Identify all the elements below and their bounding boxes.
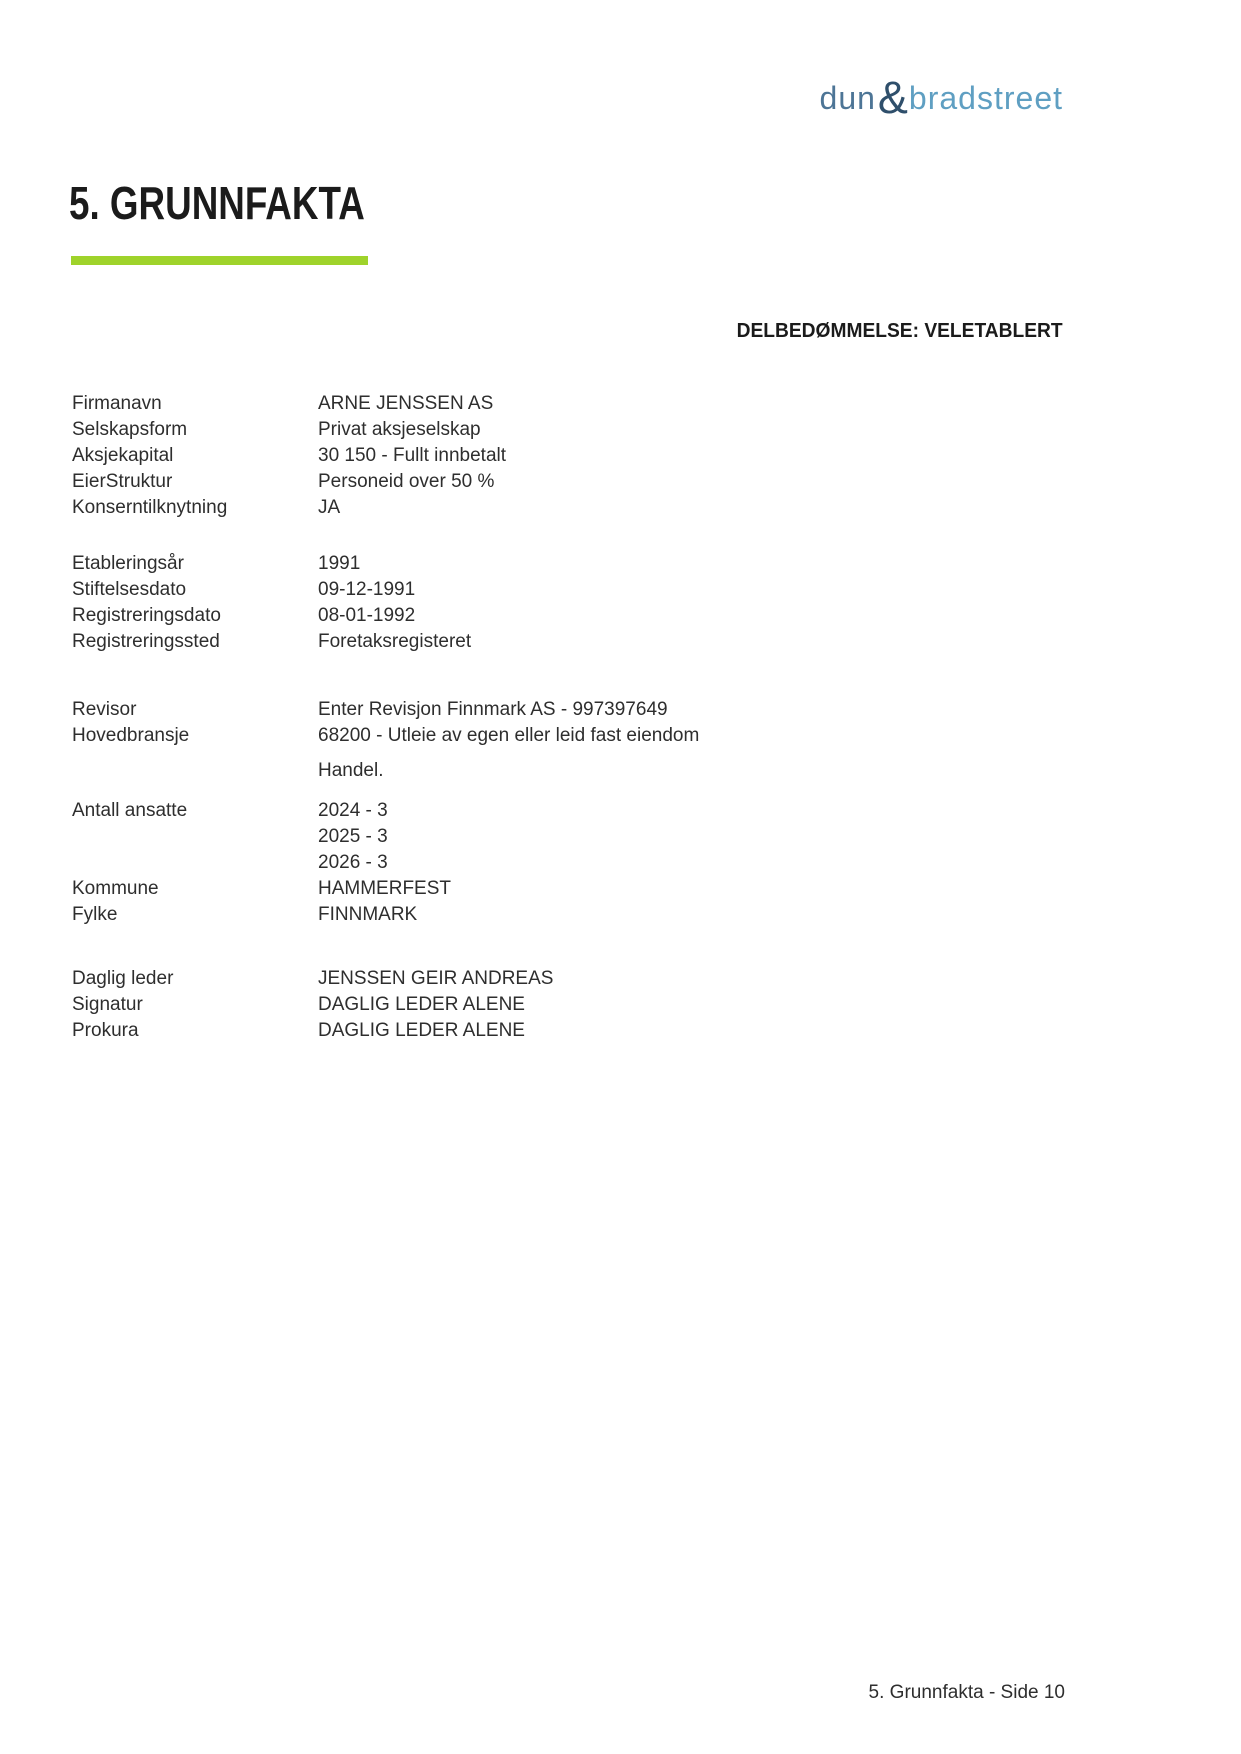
fact-row bbox=[72, 469, 1072, 495]
fact-row bbox=[72, 697, 1072, 723]
fact-label bbox=[72, 850, 318, 876]
fact-value: FINNMARK bbox=[318, 904, 418, 925]
fact-row bbox=[72, 723, 1072, 749]
fact-label: Registreringssted bbox=[72, 631, 220, 652]
fact-label: Daglig leder bbox=[72, 968, 174, 989]
fact-row bbox=[72, 824, 1072, 850]
fact-row bbox=[72, 992, 1072, 1018]
fact-row bbox=[72, 629, 1072, 655]
fact-value: HAMMERFEST bbox=[318, 878, 451, 899]
fact-value: ARNE JENSSEN AS bbox=[318, 393, 494, 414]
fact-value: Privat aksjeselskap bbox=[318, 419, 481, 440]
fact-value: 2024 - 3 bbox=[318, 800, 388, 821]
fact-block-registration bbox=[72, 551, 1072, 655]
fact-label bbox=[72, 824, 318, 850]
fact-row bbox=[72, 850, 1072, 876]
fact-value: Foretaksregisteret bbox=[318, 631, 472, 652]
fact-value: JENSSEN GEIR ANDREAS bbox=[318, 968, 554, 989]
fact-label: Prokura bbox=[72, 1020, 139, 1041]
fact-block-business bbox=[72, 697, 1072, 784]
fact-row bbox=[72, 798, 1072, 824]
fact-label: Signatur bbox=[72, 994, 143, 1015]
fact-label: Antall ansatte bbox=[72, 800, 188, 821]
fact-row bbox=[72, 577, 1072, 603]
fact-block-employees-location bbox=[72, 798, 1072, 928]
fact-row bbox=[72, 1018, 1072, 1044]
fact-row bbox=[72, 902, 1072, 928]
fact-label bbox=[72, 758, 318, 784]
fact-value: 68200 - Utleie av egen eller leid fast eiendom bbox=[318, 725, 700, 746]
fact-value: 1991 bbox=[318, 553, 361, 574]
fact-label: Kommune bbox=[72, 878, 159, 899]
fact-label: Etableringsår bbox=[72, 553, 184, 574]
page-title: 5. GRUNNFAKTA bbox=[69, 177, 365, 229]
fact-value: 2025 - 3 bbox=[318, 826, 388, 847]
fact-label: Firmanavn bbox=[72, 393, 162, 414]
fact-value: Personeid over 50 % bbox=[318, 471, 495, 492]
fact-label: Selskapsform bbox=[72, 419, 188, 440]
fact-label: Hovedbransje bbox=[72, 725, 190, 746]
fact-row bbox=[72, 443, 1072, 469]
fact-value: 2026 - 3 bbox=[318, 852, 388, 873]
fact-label: Revisor bbox=[72, 699, 137, 720]
title-accent-bar bbox=[71, 256, 368, 265]
fact-value: Handel. bbox=[318, 760, 384, 781]
fact-block-management bbox=[72, 966, 1072, 1044]
fact-label: Fylke bbox=[72, 904, 118, 925]
fact-label: Konserntilknytning bbox=[72, 497, 228, 518]
fact-row bbox=[72, 551, 1072, 577]
fact-label: Aksjekapital bbox=[72, 445, 174, 466]
fact-value: 09-12-1991 bbox=[318, 579, 416, 600]
subassessment-heading: DELBEDØMMELSE: VELETABLERT bbox=[736, 320, 1063, 342]
fact-value: DAGLIG LEDER ALENE bbox=[318, 1020, 525, 1041]
fact-label: EierStruktur bbox=[72, 471, 173, 492]
fact-row bbox=[72, 391, 1072, 417]
fact-row bbox=[72, 603, 1072, 629]
page-footer: 5. Grunnfakta - Side 10 bbox=[868, 1682, 1065, 1703]
fact-label: Stiftelsesdato bbox=[72, 579, 187, 600]
fact-value: 30 150 - Fullt innbetalt bbox=[318, 445, 507, 466]
fact-value: 08-01-1992 bbox=[318, 605, 416, 626]
fact-row bbox=[72, 758, 1072, 784]
logo-text-bradstreet: bradstreet bbox=[908, 80, 1063, 116]
fact-row bbox=[72, 495, 1072, 521]
fact-value: JA bbox=[318, 497, 341, 518]
fact-value: DAGLIG LEDER ALENE bbox=[318, 994, 525, 1015]
fact-block-company bbox=[72, 391, 1072, 521]
fact-row bbox=[72, 417, 1072, 443]
logo-ampersand-icon: & bbox=[877, 72, 909, 123]
fact-row bbox=[72, 966, 1072, 992]
logo-text-dun: dun bbox=[819, 80, 876, 116]
fact-value: Enter Revisjon Finnmark AS - 997397649 bbox=[318, 699, 668, 720]
fact-label: Registreringsdato bbox=[72, 605, 221, 626]
fact-row bbox=[72, 876, 1072, 902]
dun-bradstreet-logo bbox=[819, 72, 1063, 123]
